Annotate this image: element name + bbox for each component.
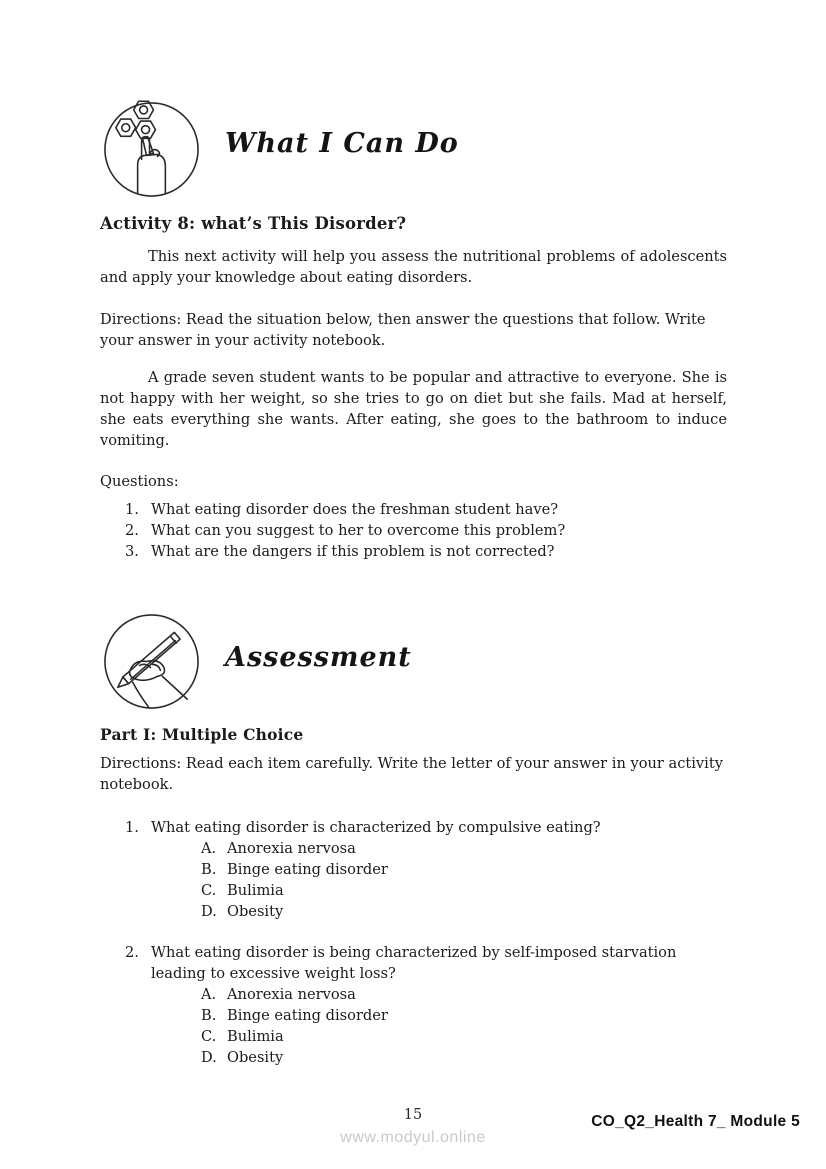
question-item: [100, 541, 727, 562]
question-number: 2.: [125, 522, 139, 539]
question-text: What can you suggest to her to overcome this problem?: [151, 522, 566, 539]
mc-question-number: 1.: [125, 819, 139, 836]
choice-letter: C.: [201, 882, 217, 899]
choice-letter: A.: [201, 840, 217, 857]
choice-text: Anorexia nervosa: [227, 840, 356, 857]
questions-list: [100, 499, 727, 562]
choice-text: Binge eating disorder: [227, 1007, 388, 1024]
mc-choices-1: [201, 838, 727, 922]
part-heading: Part I: Multiple Choice: [100, 725, 304, 744]
choice: [201, 1026, 727, 1047]
question-item: [100, 520, 727, 541]
choice-letter: B.: [201, 1007, 217, 1024]
choice: [201, 984, 727, 1005]
question-text: What eating disorder does the freshman student have?: [151, 501, 559, 518]
choice-letter: A.: [201, 986, 217, 1003]
activity-intro-paragraph: This next activity will help you assess the nutritional problems of adolescents and apply your knowledge about eating disorders.: [100, 248, 727, 286]
hand-writing-with-pencil-icon: [100, 610, 203, 713]
hand-holding-wrench-with-nuts-icon: [100, 96, 203, 199]
choice-text: Bulimia: [227, 1028, 284, 1045]
choice: [201, 838, 727, 859]
choice: [201, 859, 727, 880]
choice-letter: C.: [201, 1028, 217, 1045]
question-number: 1.: [125, 501, 139, 518]
question-item: [100, 499, 727, 520]
choice: [201, 880, 727, 901]
choice-text: Obesity: [227, 1049, 284, 1066]
choice-letter: D.: [201, 903, 217, 920]
page-number: 15: [403, 1107, 423, 1123]
section-title-assessment: Assessment: [225, 642, 412, 673]
watermark: www.modyul.online: [340, 1129, 486, 1146]
mc-choices-2: [201, 984, 727, 1068]
choice-letter: D.: [201, 1049, 217, 1066]
questions-label: Questions:: [100, 473, 179, 490]
what-i-can-do-header: [100, 96, 727, 199]
choice: [201, 901, 727, 922]
mc-question-number: 2.: [125, 944, 139, 961]
assessment-header: [100, 610, 727, 713]
mc-question-1: [100, 817, 727, 838]
mc-question-text: What eating disorder is characterized by compulsive eating?: [151, 819, 601, 836]
choice-text: Binge eating disorder: [227, 861, 388, 878]
module-label: CO_Q2_Health 7_ Module 5: [591, 1113, 800, 1130]
question-text: What are the dangers if this problem is not corrected?: [151, 543, 555, 560]
question-number: 3.: [125, 543, 139, 560]
mc-question-2: [100, 942, 727, 984]
choice: [201, 1047, 727, 1068]
activity-heading: Activity 8: what’s This Disorder?: [100, 214, 407, 233]
assessment-directions-paragraph: Directions: Read each item carefully. Write the letter of your answer in your activity notebook.: [100, 755, 723, 793]
choice: [201, 1005, 727, 1026]
choice-text: Anorexia nervosa: [227, 986, 356, 1003]
situation-paragraph: A grade seven student wants to be popular and attractive to everyone. She is not happy with her weight, so she tries to go on diet but she fails. Mad at herself, she eats everything she wants. After eating, she goes to the bathroom to induce vomiting.: [100, 369, 727, 449]
choice-text: Obesity: [227, 903, 284, 920]
activity-directions-paragraph: Directions: Read the situation below, then answer the questions that follow. Write your answer in your activity notebook.: [100, 311, 706, 349]
choice-letter: B.: [201, 861, 217, 878]
section-title-what-i-can-do: What I Can Do: [225, 128, 459, 159]
mc-question-text: What eating disorder is being characterized by self-imposed starvation leading to excessive weight loss?: [151, 944, 677, 982]
choice-text: Bulimia: [227, 882, 284, 899]
